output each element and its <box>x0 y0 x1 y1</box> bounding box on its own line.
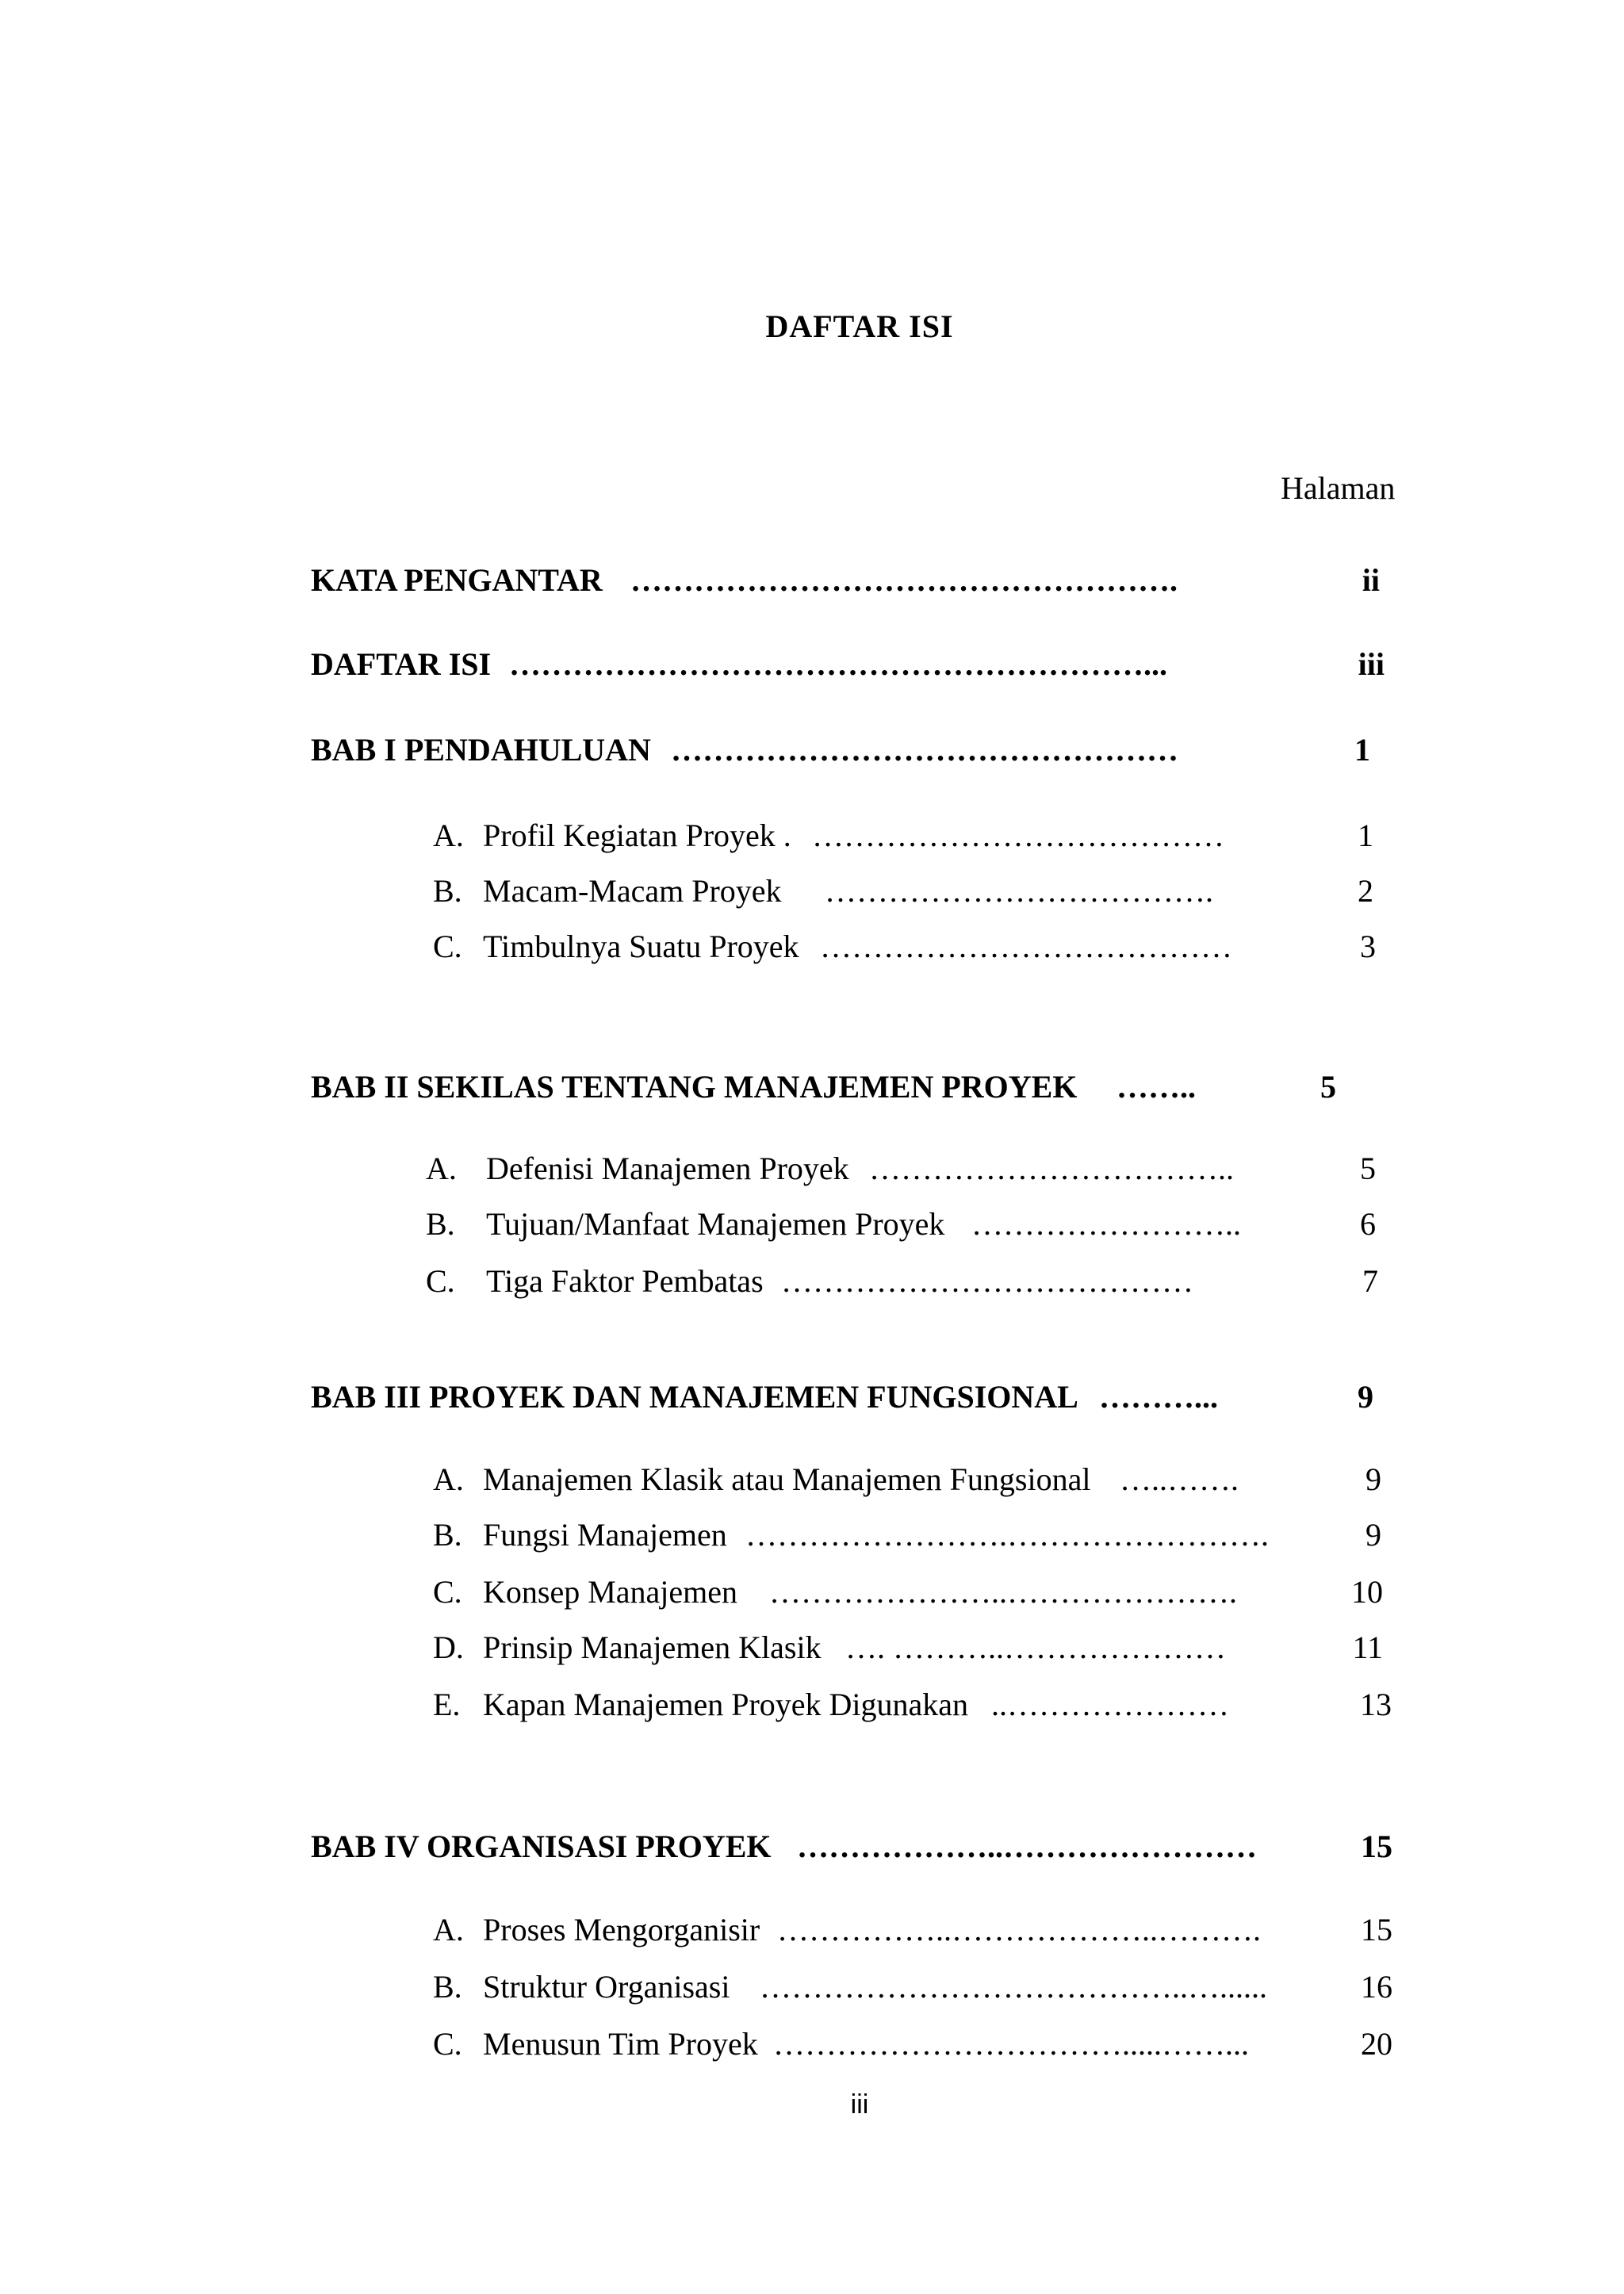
toc-label: BAB II SEKILAS TENTANG MANAJEMEN PROYEK <box>311 1069 1078 1105</box>
toc-label: Proses Mengorganisir <box>483 1912 760 1947</box>
toc-dots: ………………………………… <box>820 929 1232 964</box>
toc-page: 16 <box>1361 1969 1392 2005</box>
toc-dots: …….. <box>1116 1069 1196 1105</box>
toc-dots: …………………….. <box>971 1206 1241 1242</box>
toc-page: 6 <box>1360 1206 1376 1242</box>
toc-item-letter: A. <box>433 1461 464 1497</box>
toc-dots: ..………………… <box>991 1687 1229 1722</box>
toc-label: Tiga Faktor Pembatas <box>486 1263 764 1299</box>
toc-item-letter: D. <box>433 1630 464 1665</box>
page-number: iii <box>850 2089 869 2120</box>
toc-dots: …..……. <box>1120 1461 1239 1497</box>
toc-page: 15 <box>1361 1829 1392 1864</box>
toc-page: 20 <box>1361 2026 1392 2062</box>
toc-dots: ……………………………………………. <box>630 562 1178 598</box>
toc-dots: ………………………………………… <box>671 732 1178 768</box>
toc-page: 10 <box>1351 1574 1383 1610</box>
toc-item-letter: B. <box>433 1517 462 1553</box>
toc-page: 5 <box>1360 1151 1376 1186</box>
toc-page: 11 <box>1352 1630 1383 1665</box>
halaman-label: Halaman <box>1281 470 1396 506</box>
page-title: DAFTAR ISI <box>765 308 954 344</box>
toc-label: Timbulnya Suatu Proyek <box>483 929 799 964</box>
toc-item-letter: C. <box>426 1263 455 1299</box>
toc-dots: …………………………….. <box>869 1151 1234 1186</box>
toc-label: Fungsi Manajemen <box>483 1517 727 1553</box>
toc-page: 1 <box>1358 818 1373 853</box>
toc-item-letter: C. <box>433 2026 462 2062</box>
toc-page: iii <box>1358 646 1385 682</box>
toc-page: 7 <box>1362 1263 1378 1299</box>
toc-label: BAB I PENDAHULUAN <box>311 732 651 768</box>
toc-item-letter: B. <box>433 1969 462 2005</box>
toc-dots: ……………………………………………………... <box>509 646 1167 682</box>
toc-dots: …. ………..………………… <box>845 1630 1226 1665</box>
toc-page: 5 <box>1320 1069 1336 1105</box>
toc-item-letter: B. <box>426 1206 455 1242</box>
toc-item-letter: A. <box>433 818 464 853</box>
toc-label: Konsep Manajemen <box>483 1574 738 1610</box>
toc-item-letter: C. <box>433 929 462 964</box>
toc-label: Kapan Manajemen Proyek Digunakan <box>483 1687 969 1722</box>
toc-page: ii <box>1362 562 1380 598</box>
toc-label: KATA PENGANTAR <box>311 562 603 598</box>
toc-item-letter: A. <box>426 1151 457 1186</box>
toc-item-letter: B. <box>433 873 462 909</box>
toc-dots: ………………………………… <box>812 818 1224 853</box>
toc-label: Struktur Organisasi <box>483 1969 730 2005</box>
toc-page: 9 <box>1365 1461 1381 1497</box>
toc-item-letter: C. <box>433 1574 462 1610</box>
toc-label: Tujuan/Manfaat Manajemen Proyek <box>486 1206 945 1242</box>
toc-page: 3 <box>1360 929 1376 964</box>
toc-dots: ………………..…………………… <box>797 1829 1257 1864</box>
toc-dots: …………………………….....……... <box>773 2026 1249 2062</box>
toc-dots: ………………………………. <box>825 873 1213 909</box>
toc-dots: …………………………………..…...... <box>760 1969 1267 2005</box>
toc-label: Profil Kegiatan Proyek . <box>483 818 791 853</box>
toc-page: 9 <box>1365 1517 1381 1553</box>
toc-page: 2 <box>1358 873 1373 909</box>
toc-dots: ………………………………… <box>781 1263 1193 1299</box>
toc-dots: …………………….……………………. <box>745 1517 1269 1553</box>
toc-label: DAFTAR ISI <box>311 646 492 682</box>
toc-item-letter: E. <box>433 1687 461 1722</box>
toc-label: Manajemen Klasik atau Manajemen Fungsional <box>483 1461 1091 1497</box>
toc-label: Prinsip Manajemen Klasik <box>483 1630 822 1665</box>
toc-label: BAB III PROYEK DAN MANAJEMEN FUNGSIONAL <box>311 1379 1078 1415</box>
toc-label: BAB IV ORGANISASI PROYEK <box>311 1829 772 1864</box>
toc-label: Defenisi Manajemen Proyek <box>486 1151 849 1186</box>
toc-page: 9 <box>1358 1379 1373 1415</box>
toc-label: Macam-Macam Proyek <box>483 873 782 909</box>
toc-page: 13 <box>1360 1687 1392 1722</box>
toc-page: 15 <box>1361 1912 1392 1947</box>
toc-item-letter: A. <box>433 1912 464 1947</box>
toc-dots: ………... <box>1099 1379 1218 1415</box>
toc-label: Menusun Tim Proyek <box>483 2026 758 2062</box>
toc-page: 1 <box>1354 732 1370 768</box>
toc-dots: …………………..…………………. <box>769 1574 1237 1610</box>
toc-dots: ……………..………………..………. <box>777 1912 1261 1947</box>
